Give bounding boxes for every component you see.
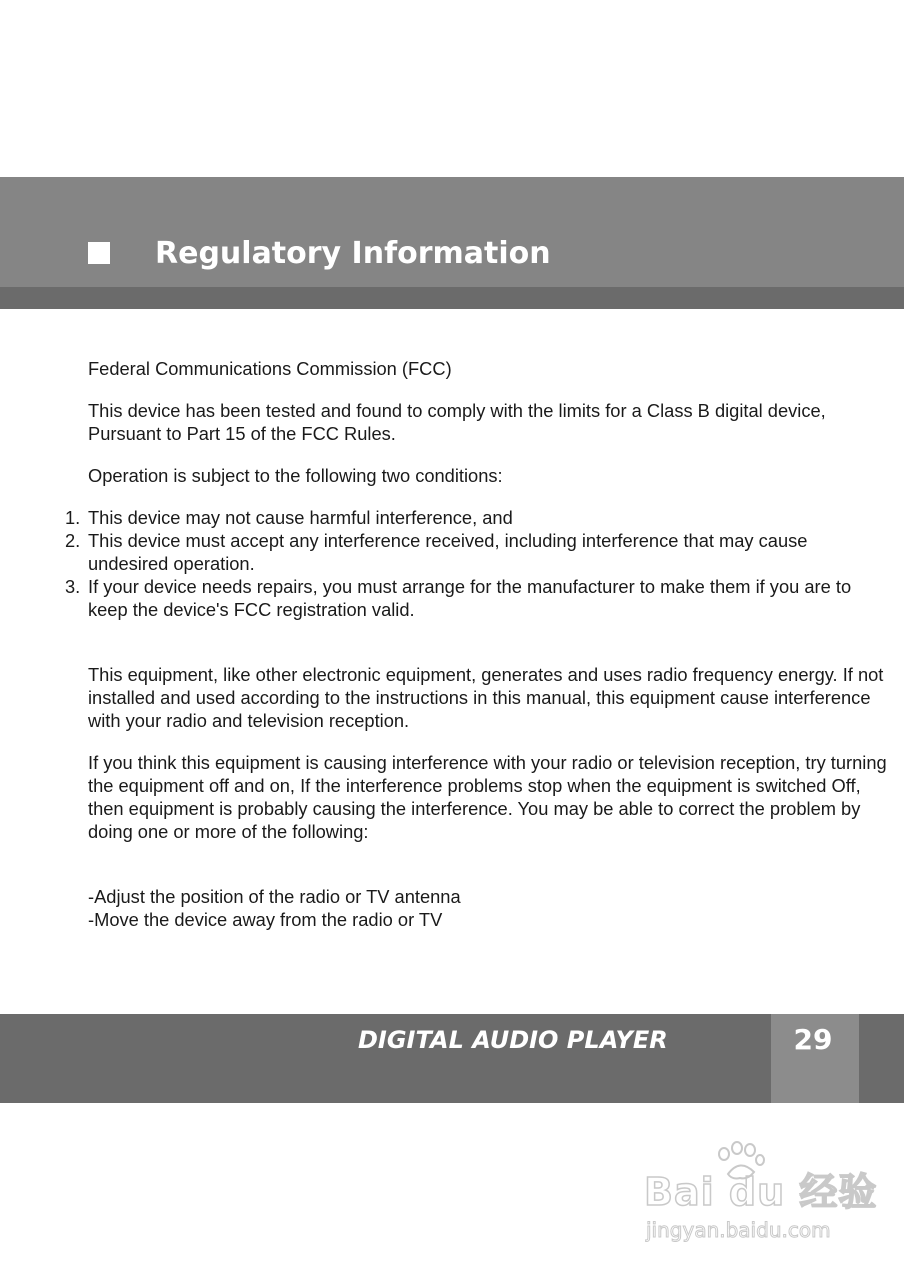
page-number: 29: [793, 1023, 833, 1056]
list-item: [65, 575, 888, 621]
list-item-text: This device must accept any interference received, including interference that may cause undesired operation.: [88, 530, 808, 574]
list-item: [65, 506, 888, 529]
baidu-watermark: [640, 1140, 878, 1250]
interference-paragraph: If you think this equipment is causing interference with your radio or television reception, try turning the equipment off and on, If the interference problems stop when the equipment is switched Off, then equipment is probably causing the interference. You may be able to correct the problem by doing one or more of the following:: [88, 752, 887, 842]
footer-title: DIGITAL AUDIO PLAYER: [358, 1026, 668, 1054]
list-item-number: 2.: [65, 530, 81, 551]
list-item-text: This device may not cause harmful interference, and: [88, 507, 513, 528]
equipment-paragraph: This equipment, like other electronic equipment, generates and uses radio frequency energy. If not installed and used according to the instructions in this manual, this equipment cause interference with your radio and television reception.: [88, 664, 884, 731]
list-item-text: If your device needs repairs, you must arrange for the manufacturer to make them if you are to keep the device's FCC registration valid.: [88, 576, 852, 620]
section-square-icon: [88, 242, 110, 264]
header-strip: [0, 287, 904, 309]
conditions-list: [65, 506, 888, 621]
list-item-number: 1.: [65, 507, 81, 528]
list-item-number: 3.: [65, 576, 81, 597]
body-content: [65, 357, 888, 931]
remedy-item: -Move the device away from the radio or TV: [88, 909, 443, 930]
operation-intro: Operation is subject to the following two conditions:: [88, 465, 503, 486]
page-title: Regulatory Information: [155, 236, 551, 271]
watermark-brand: Bai du 经验: [644, 1170, 878, 1214]
tested-paragraph: This device has been tested and found to comply with the limits for a Class B digital device, Pursuant to Part 15 of the FCC Rules.: [88, 400, 826, 444]
fcc-heading: Federal Communications Commission (FCC): [88, 358, 452, 379]
watermark-url: jingyan.baidu.com: [646, 1218, 831, 1242]
list-item: [65, 529, 888, 575]
remedy-item: -Adjust the position of the radio or TV antenna: [88, 886, 461, 907]
